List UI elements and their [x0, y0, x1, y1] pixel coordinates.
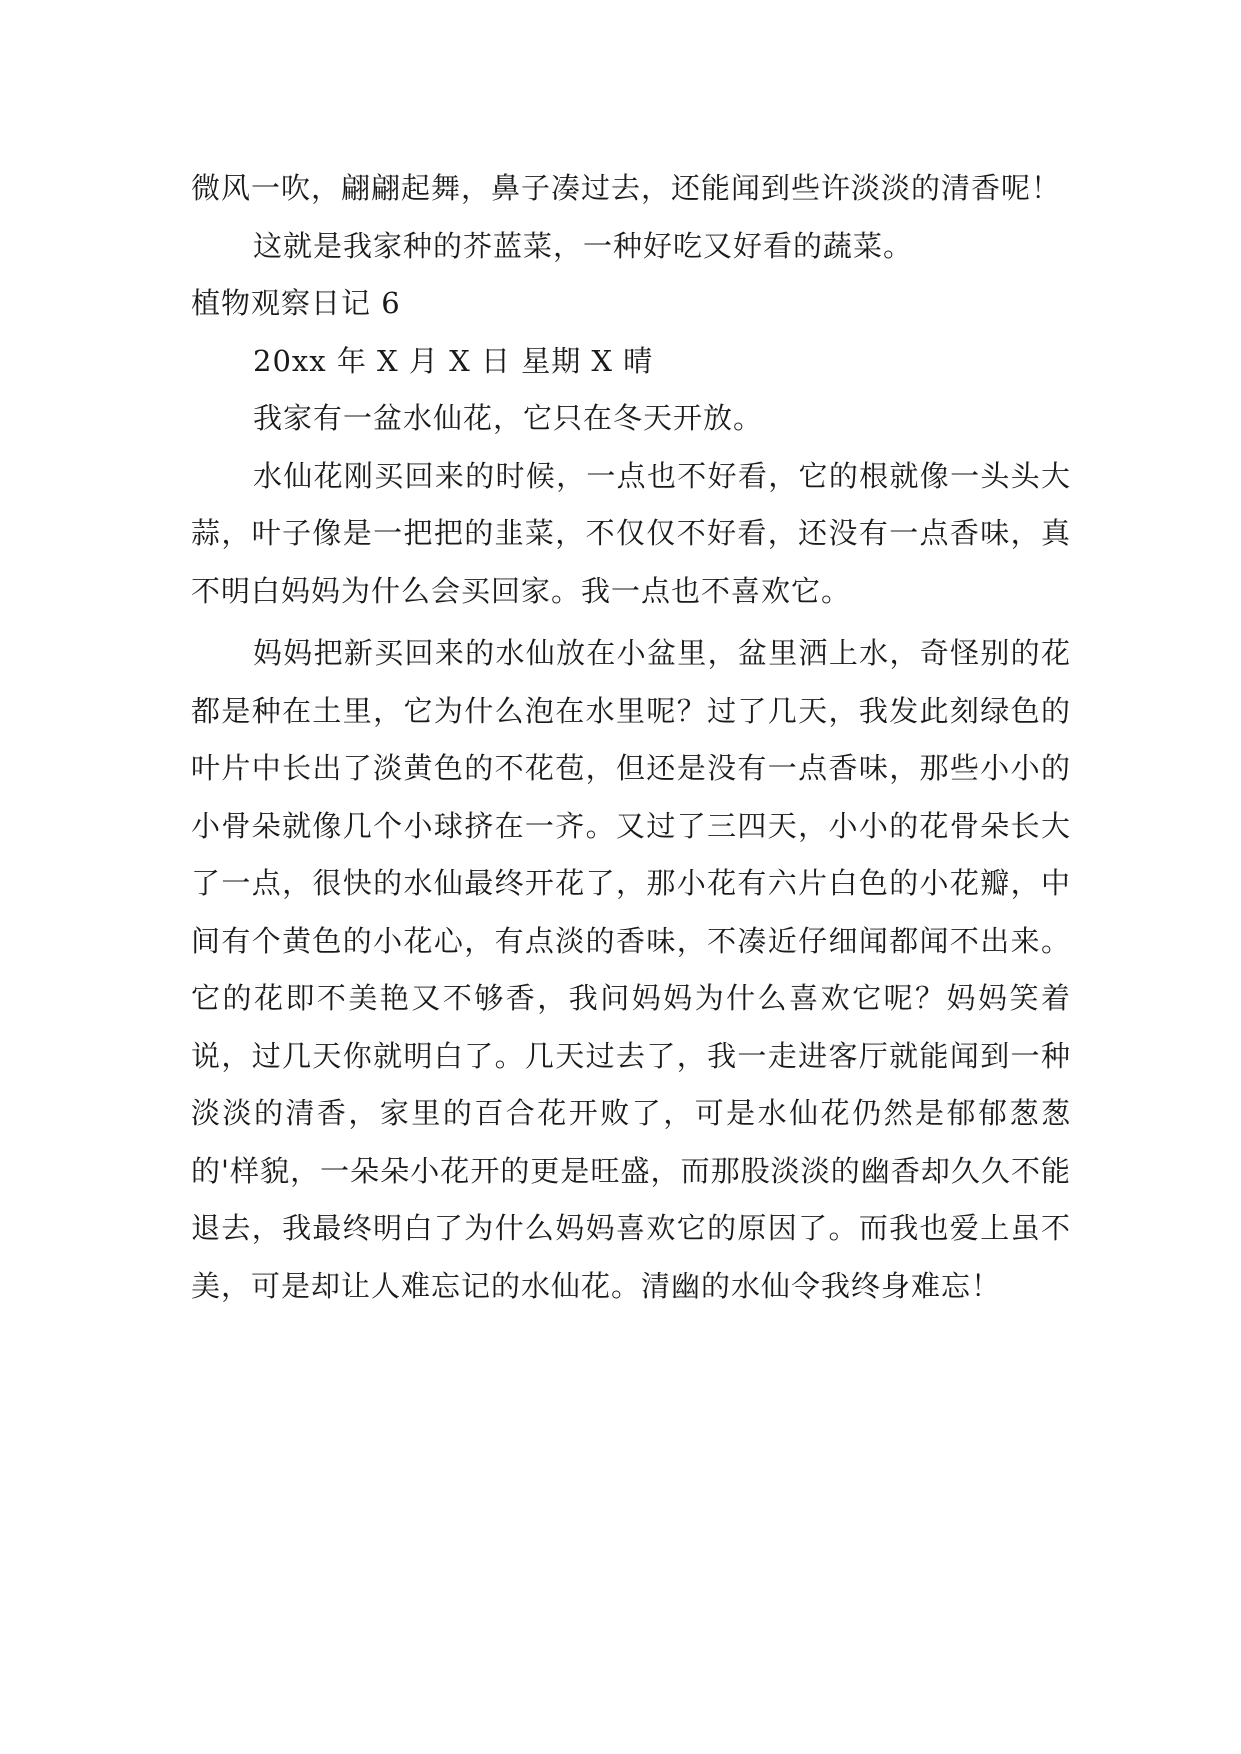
- date-line: 20xx 年 X 月 X 日 星期 X 晴: [253, 343, 654, 378]
- paragraph-intro: 我家有一盆水仙花，它只在冬天开放。: [253, 401, 764, 435]
- document-body: [191, 160, 1071, 1315]
- paragraph-summary: 这就是我家种的芥蓝菜，一种好吃又好看的蔬菜。: [253, 228, 914, 263]
- paragraph-growth: 妈妈把新买回来的水仙放在小盆里，盆里洒上水，奇怪别的花都是种在土里，它为什么泡在水里呢？过了几天，我发此刻绿色的叶片中长出了淡黄色的不花苞，但还是没有一点香味，那些小小的小骨朵就像几个小球挤在一齐。又过了三四天，小小的花骨朵长大了一点，很快的水仙最终开花了，那小花有六片白色的小花瓣，中间有个黄色的小花心，有点淡的香味，不凑近仔细闻都闻不出来。它的花即不美艳又不够香，我问妈妈为什么喜欢它呢？妈妈笑着说，过几天你就明白了。几天过去了，我一走进客厅就能闻到一种淡淡的清香，家里的百合花开败了，可是水仙花仍然是郁郁葱葱的'样貌，一朵朵小花开的更是旺盛，而那股淡淡的幽香却久久不能退去，我最终明白了为什么妈妈喜欢它的原因了。而我也爱上虽不美，可是却让人难忘记的水仙花。清幽的水仙令我终身难忘！: [191, 636, 1071, 1303]
- paragraph-continued: 微风一吹，翩翩起舞，鼻子凑过去，还能闻到些许淡淡的清香呢！: [191, 171, 1062, 205]
- section-title: 植物观察日记 6: [191, 286, 401, 320]
- paragraph-first-look: 水仙花刚买回来的时候，一点也不好看，它的根就像一头头大蒜，叶子像是一把把的韭菜，不仅仅不好看，还没有一点香味，真不明白妈妈为什么会买回家。我一点也不喜欢它。: [191, 458, 1071, 608]
